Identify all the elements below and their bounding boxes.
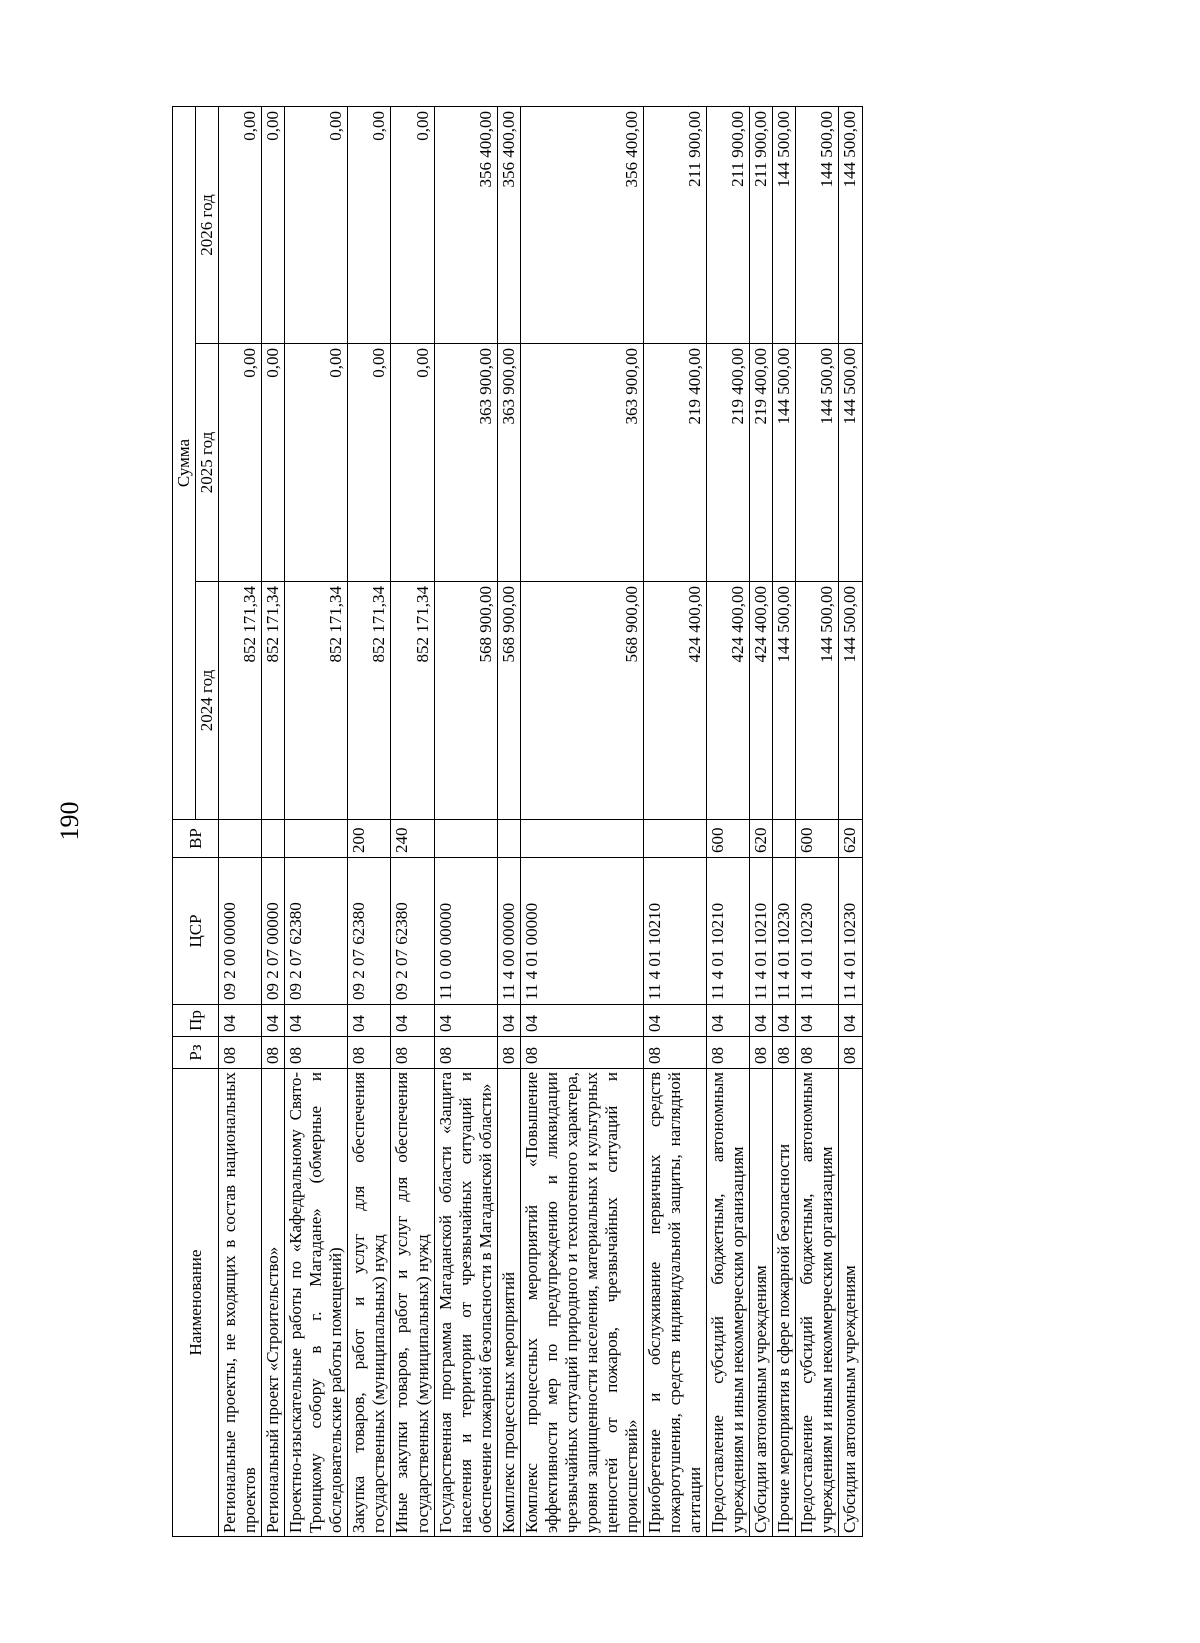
table-row bbox=[497, 107, 520, 1537]
cell-rz: 08 bbox=[497, 1037, 520, 1069]
cell-2025: 219 400,00 bbox=[707, 344, 750, 582]
cell-2024: 852 171,34 bbox=[391, 582, 434, 820]
cell-vr bbox=[285, 820, 348, 858]
cell-2025: 0,00 bbox=[391, 344, 434, 582]
cell-2024: 144 500,00 bbox=[773, 582, 796, 820]
rotated-table-container bbox=[172, 107, 1042, 1537]
cell-rz: 08 bbox=[262, 1037, 285, 1069]
cell-csr: 11 4 01 00000 bbox=[520, 858, 643, 1005]
table-row bbox=[796, 107, 839, 1537]
table-row bbox=[520, 107, 643, 1537]
table-row bbox=[839, 107, 862, 1537]
table-row bbox=[434, 107, 497, 1537]
page-number: 190 bbox=[55, 801, 84, 841]
cell-rz: 08 bbox=[773, 1037, 796, 1069]
cell-2026: 0,00 bbox=[262, 107, 285, 344]
header-pr: Пр bbox=[173, 1005, 219, 1037]
table-row bbox=[750, 107, 773, 1537]
cell-name: Государственная программа Магаданской области «Защита населения и территории от чрезвычайных ситуаций и обеспечение пожарной безопасности в Магаданской области» bbox=[434, 1069, 497, 1537]
cell-vr bbox=[644, 820, 707, 858]
cell-rz: 08 bbox=[348, 1037, 391, 1069]
cell-pr: 04 bbox=[391, 1005, 434, 1037]
cell-2026: 356 400,00 bbox=[497, 107, 520, 344]
cell-rz: 08 bbox=[285, 1037, 348, 1069]
table-row bbox=[391, 107, 434, 1537]
cell-2025: 363 900,00 bbox=[497, 344, 520, 582]
cell-pr: 04 bbox=[285, 1005, 348, 1037]
cell-2026: 0,00 bbox=[219, 107, 262, 344]
cell-csr: 11 4 01 10210 bbox=[644, 858, 707, 1005]
cell-2025: 144 500,00 bbox=[796, 344, 839, 582]
table-row bbox=[644, 107, 707, 1537]
cell-vr bbox=[219, 820, 262, 858]
cell-2026: 144 500,00 bbox=[773, 107, 796, 344]
header-row-1 bbox=[173, 107, 196, 1537]
cell-2025: 363 900,00 bbox=[520, 344, 643, 582]
cell-2024: 568 900,00 bbox=[520, 582, 643, 820]
cell-pr: 04 bbox=[348, 1005, 391, 1037]
cell-rz: 08 bbox=[391, 1037, 434, 1069]
cell-2026: 211 900,00 bbox=[707, 107, 750, 344]
table-row bbox=[707, 107, 750, 1537]
cell-rz: 08 bbox=[644, 1037, 707, 1069]
cell-csr: 09 2 07 00000 bbox=[262, 858, 285, 1005]
cell-pr: 04 bbox=[644, 1005, 707, 1037]
cell-rz: 08 bbox=[839, 1037, 862, 1069]
cell-csr: 09 2 07 62380 bbox=[348, 858, 391, 1005]
header-sum: Сумма bbox=[173, 107, 196, 820]
cell-vr: 600 bbox=[707, 820, 750, 858]
cell-2025: 363 900,00 bbox=[434, 344, 497, 582]
cell-pr: 04 bbox=[497, 1005, 520, 1037]
cell-2026: 356 400,00 bbox=[520, 107, 643, 344]
cell-pr: 04 bbox=[839, 1005, 862, 1037]
cell-2026: 0,00 bbox=[348, 107, 391, 344]
cell-2026: 211 900,00 bbox=[750, 107, 773, 344]
cell-2024: 852 171,34 bbox=[348, 582, 391, 820]
cell-csr: 11 4 01 10210 bbox=[707, 858, 750, 1005]
cell-2025: 0,00 bbox=[348, 344, 391, 582]
cell-2025: 219 400,00 bbox=[750, 344, 773, 582]
table-row bbox=[348, 107, 391, 1537]
cell-name: Субсидии автономным учреждениям bbox=[839, 1069, 862, 1537]
cell-vr: 600 bbox=[796, 820, 839, 858]
cell-csr: 11 4 00 00000 bbox=[497, 858, 520, 1005]
cell-name: Закупка товаров, работ и услуг для обеспечения государственных (муниципальных) нужд bbox=[348, 1069, 391, 1537]
cell-pr: 04 bbox=[520, 1005, 643, 1037]
cell-pr: 04 bbox=[750, 1005, 773, 1037]
cell-pr: 04 bbox=[796, 1005, 839, 1037]
cell-2024: 424 400,00 bbox=[750, 582, 773, 820]
cell-name: Приобретение и обслуживание первичных средств пожаротушения, средств индивидуальной защиты, наглядной агитации bbox=[644, 1069, 707, 1537]
cell-2026: 211 900,00 bbox=[644, 107, 707, 344]
cell-name: Предоставление субсидий бюджетным, автономным учреждениям и иным некоммерческим организациям bbox=[796, 1069, 839, 1537]
cell-name: Комплекс процессных мероприятий «Повышение эффективности мер по предупреждению и ликвидации чрезвычайных ситуаций природного и техногенного характера, уровня защищенности населения, материальных и культурных ценностей от пожаров, чрезвычайных ситуаций и происшествий» bbox=[520, 1069, 643, 1537]
cell-vr: 200 bbox=[348, 820, 391, 858]
cell-pr: 04 bbox=[219, 1005, 262, 1037]
cell-2026: 144 500,00 bbox=[839, 107, 862, 344]
cell-rz: 08 bbox=[796, 1037, 839, 1069]
cell-name: Субсидии автономным учреждениям bbox=[750, 1069, 773, 1537]
cell-name: Комплекс процессных мероприятий bbox=[497, 1069, 520, 1537]
cell-vr bbox=[434, 820, 497, 858]
cell-pr: 04 bbox=[773, 1005, 796, 1037]
header-name: Наименование bbox=[173, 1069, 219, 1537]
cell-rz: 08 bbox=[520, 1037, 643, 1069]
cell-name: Региональные проекты, не входящих в состав национальных проектов bbox=[219, 1069, 262, 1537]
cell-csr: 09 2 00 00000 bbox=[219, 858, 262, 1005]
cell-2026: 356 400,00 bbox=[434, 107, 497, 344]
cell-2024: 144 500,00 bbox=[796, 582, 839, 820]
cell-csr: 11 4 01 10210 bbox=[750, 858, 773, 1005]
cell-2025: 0,00 bbox=[219, 344, 262, 582]
cell-2025: 0,00 bbox=[285, 344, 348, 582]
cell-csr: 11 4 01 10230 bbox=[839, 858, 862, 1005]
cell-vr bbox=[520, 820, 643, 858]
cell-pr: 04 bbox=[434, 1005, 497, 1037]
header-csr: ЦСР bbox=[173, 858, 219, 1005]
cell-2024: 852 171,34 bbox=[219, 582, 262, 820]
header-2024: 2024 год bbox=[196, 582, 219, 820]
cell-vr: 620 bbox=[750, 820, 773, 858]
cell-csr: 11 4 01 10230 bbox=[773, 858, 796, 1005]
cell-2026: 0,00 bbox=[391, 107, 434, 344]
cell-name: Иные закупки товаров, работ и услуг для обеспечения государственных (муниципальных) нужд bbox=[391, 1069, 434, 1537]
cell-vr: 240 bbox=[391, 820, 434, 858]
cell-rz: 08 bbox=[707, 1037, 750, 1069]
cell-2024: 568 900,00 bbox=[434, 582, 497, 820]
table-header bbox=[173, 107, 219, 1537]
cell-2024: 852 171,34 bbox=[285, 582, 348, 820]
cell-csr: 09 2 07 62380 bbox=[391, 858, 434, 1005]
header-2025: 2025 год bbox=[196, 344, 219, 582]
cell-vr: 620 bbox=[839, 820, 862, 858]
cell-2024: 144 500,00 bbox=[839, 582, 862, 820]
table-row bbox=[262, 107, 285, 1537]
cell-csr: 11 4 01 10230 bbox=[796, 858, 839, 1005]
cell-2024: 568 900,00 bbox=[497, 582, 520, 820]
table-row bbox=[773, 107, 796, 1537]
cell-vr bbox=[773, 820, 796, 858]
cell-name: Проектно-изыскательные работы по «Кафедральному Свято-Троицкому собору в г. Магадане» (обмерные и обследовательские работы помещений) bbox=[285, 1069, 348, 1537]
cell-vr bbox=[497, 820, 520, 858]
cell-name: Предоставление субсидий бюджетным, автономным учреждениям и иным некоммерческим организациям bbox=[707, 1069, 750, 1537]
rotated-table-inner bbox=[172, 107, 1042, 1537]
cell-pr: 04 bbox=[707, 1005, 750, 1037]
header-vr: ВР bbox=[173, 820, 219, 858]
cell-name: Прочие мероприятия в сфере пожарной безопасности bbox=[773, 1069, 796, 1537]
table-row bbox=[219, 107, 262, 1537]
budget-table bbox=[172, 106, 863, 1537]
cell-name: Региональный проект «Строительство» bbox=[262, 1069, 285, 1537]
table-row bbox=[285, 107, 348, 1537]
cell-2025: 144 500,00 bbox=[773, 344, 796, 582]
cell-2026: 144 500,00 bbox=[796, 107, 839, 344]
cell-pr: 04 bbox=[262, 1005, 285, 1037]
cell-2026: 0,00 bbox=[285, 107, 348, 344]
cell-vr bbox=[262, 820, 285, 858]
header-rz: Рз bbox=[173, 1037, 219, 1069]
cell-2024: 424 400,00 bbox=[644, 582, 707, 820]
cell-2024: 424 400,00 bbox=[707, 582, 750, 820]
cell-csr: 09 2 07 62380 bbox=[285, 858, 348, 1005]
cell-rz: 08 bbox=[219, 1037, 262, 1069]
cell-2025: 144 500,00 bbox=[839, 344, 862, 582]
cell-2025: 0,00 bbox=[262, 344, 285, 582]
header-2026: 2026 год bbox=[196, 107, 219, 344]
cell-rz: 08 bbox=[434, 1037, 497, 1069]
cell-2025: 219 400,00 bbox=[644, 344, 707, 582]
table-body bbox=[219, 107, 862, 1537]
cell-2024: 852 171,34 bbox=[262, 582, 285, 820]
cell-csr: 11 0 00 00000 bbox=[434, 858, 497, 1005]
cell-rz: 08 bbox=[750, 1037, 773, 1069]
